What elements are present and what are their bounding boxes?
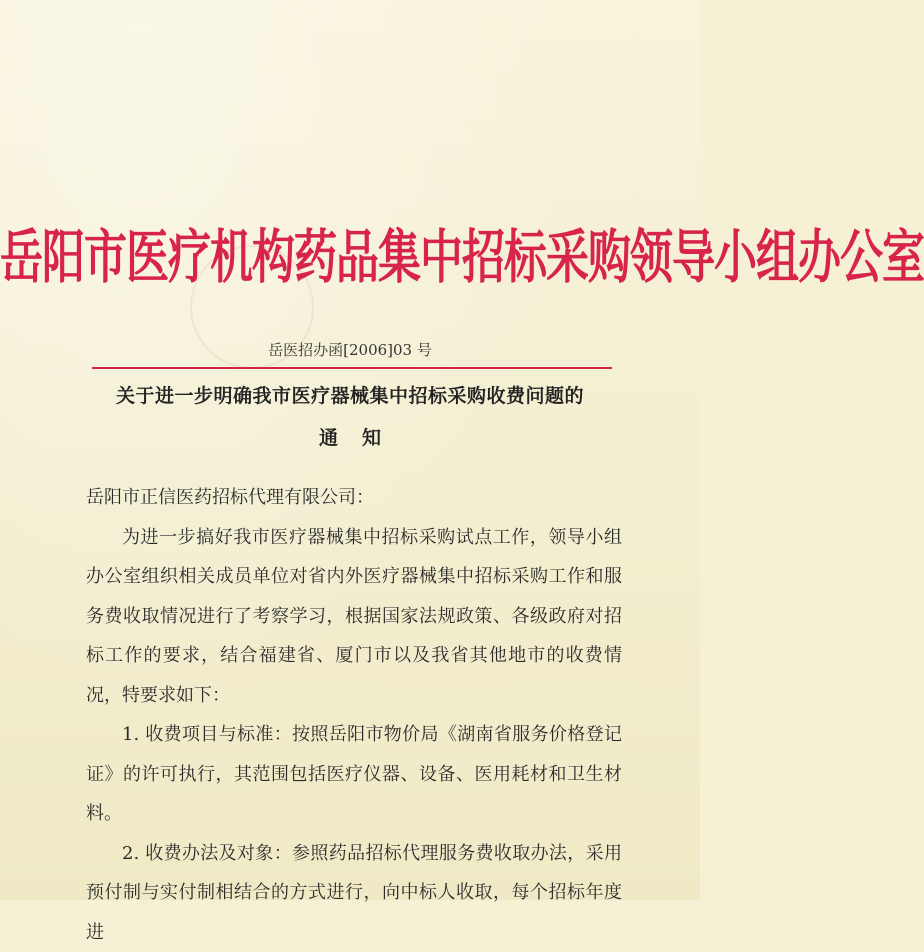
notice-title: 关于进一步明确我市医疗器械集中招标采购收费问题的 (0, 381, 700, 408)
body-paragraph-item-2: 2. 收费办法及对象：参照药品招标代理服务费收取办法，采用预付制与实付制相结合的方式进行，向中标人收取，每个招标年度进 (86, 834, 622, 952)
red-divider-line (92, 367, 612, 369)
document-body (86, 478, 622, 952)
notice-subtitle: 通知 (0, 423, 700, 450)
issuer-header: 岳阳市医疗机构药品集中招标采购领导小组办公室 (0, 212, 700, 294)
addressee-line: 岳阳市正信医药招标代理有限公司： (86, 478, 622, 518)
body-paragraph-intro: 为进一步搞好我市医疗器械集中招标采购试点工作，领导小组办公室组织相关成员单位对省内外医疗器械集中招标采购工作和服务费收取情况进行了考察学习，根据国家法规政策、各级政府对招标工作的要求，结合福建省、厦门市以及我省其他地市的收费情况，特要求如下： (86, 518, 622, 716)
document-number: 岳医招办函[2006]03 号 (0, 339, 700, 360)
body-paragraph-item-1: 1. 收费项目与标准：按照岳阳市物价局《湖南省服务价格登记证》的许可执行，其范围包括医疗仪器、设备、医用耗材和卫生材料。 (86, 715, 622, 834)
